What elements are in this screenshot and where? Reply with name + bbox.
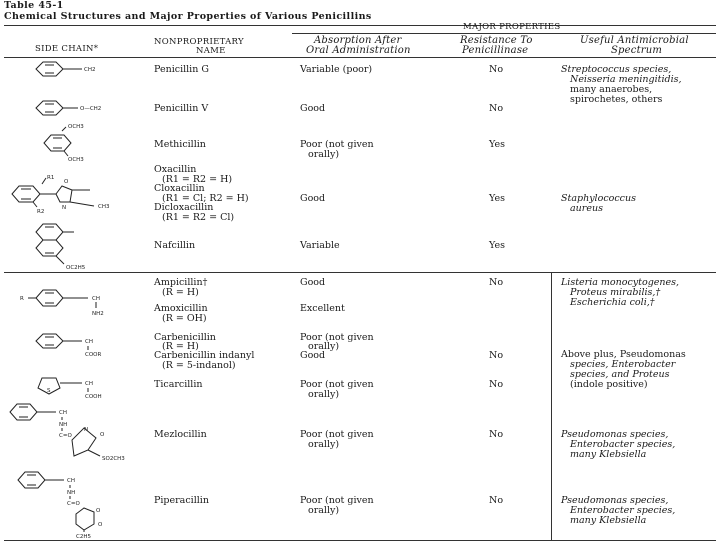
resistance-penicillin-g: No [489, 64, 504, 75]
name-amoxicillin: Amoxicillin [154, 303, 208, 314]
resistance-mezlocillin: No [489, 429, 504, 440]
penicillin-g-ch2-label: CH2 [84, 67, 96, 73]
piperacillin-c2h5-label: C2H5 [76, 534, 91, 540]
major-properties-header: MAJOR PROPERTIES [463, 22, 561, 32]
name-carbenicillin: Carbenicillin [154, 332, 216, 343]
name-ampicillin-r: (R = H) [162, 287, 199, 298]
piperacillin-structure [14, 468, 134, 540]
table-title: Chemical Structures and Major Properties of Various Penicillins [4, 11, 372, 22]
name-header-line1: NONPROPRIETARY [154, 37, 244, 47]
isoxazolyl-structure [6, 172, 146, 218]
resistance-header-line2: Penicillinase [462, 45, 529, 56]
spectrum-g1-line3: many anaerobes, [570, 84, 653, 95]
penicillin-g-structure [30, 58, 110, 84]
isoxazolyl-r1-label: R1 [47, 175, 55, 181]
resistance-header-line1: Resistance To [460, 35, 533, 46]
isoxazolyl-r2-label: R2 [37, 209, 45, 215]
spectrum-g4-line3: species, and Proteus [570, 369, 670, 380]
name-ticarcillin: Ticarcillin [154, 379, 203, 390]
nafcillin-structure [30, 218, 140, 272]
name-ampicillin: Ampicillin† [154, 277, 208, 288]
spectrum-g6-line1: Pseudomonas species, [561, 495, 669, 506]
resistance-penicillin-v: No [489, 103, 504, 114]
spectrum-g3-line1: Listeria monocytogenes, [561, 277, 680, 288]
name-dicloxacillin-r: (R1 = R2 = Cl) [162, 212, 235, 223]
ticarcillin-structure [30, 372, 140, 400]
spectrum-g1-line1: Streptococcus species, [561, 64, 672, 75]
spectrum-g2-line2: aureus [570, 203, 603, 214]
piperacillin-co-label: C=O [67, 501, 80, 507]
resistance-methicillin: Yes [489, 139, 505, 150]
spectrum-g4-line4: (indole positive) [570, 379, 648, 390]
absorption-methicillin-line1: Poor (not given [300, 139, 374, 150]
ampicillin-structure [16, 284, 126, 318]
top-rule [4, 25, 716, 26]
ticarcillin-s-label: S [47, 388, 51, 394]
spectrum-g6-line2: Enterobacter species, [570, 505, 676, 516]
penicillin-v-structure [30, 97, 130, 123]
mezlocillin-ring-n-label: N [84, 427, 89, 433]
absorption-mezlocillin-line2: orally) [308, 439, 340, 450]
isoxazolyl-n-label: N [62, 205, 67, 211]
ticarcillin-ch-label: CH [85, 381, 93, 387]
spectrum-g1-line2: Neisseria meningitidis, [570, 74, 682, 85]
name-oxacillin: Oxacillin [154, 164, 197, 175]
name-mezlocillin: Mezlocillin [154, 429, 207, 440]
resistance-ampicillin: No [489, 277, 504, 288]
piperacillin-ch-label: CH [67, 478, 75, 484]
carbenicillin-coor-label: COOR [85, 352, 102, 358]
spectrum-header-line1: Useful Antimicrobial [580, 35, 689, 46]
name-carbenicillin-indanyl-r: (R = 5-indanol) [162, 360, 236, 371]
ampicillin-ch-label: CH [92, 296, 100, 302]
methicillin-structure [40, 122, 110, 164]
name-nafcillin: Nafcillin [154, 240, 196, 251]
piperacillin-nh-label: NH [67, 490, 76, 496]
absorption-mezlocillin-line1: Poor (not given [300, 429, 374, 440]
absorption-carbenicillin-line2: orally) [308, 341, 340, 352]
piperacillin-o-top-label: O [96, 508, 101, 514]
name-oxacillin-r: (R1 = R2 = H) [162, 174, 233, 185]
spectrum-g5-line2: Enterobacter species, [570, 439, 676, 450]
isoxazolyl-ch3-label: CH3 [98, 204, 110, 210]
mezlocillin-so2ch3-label: SO2CH3 [102, 456, 125, 462]
absorption-carbenicillin-line1: Poor (not given [300, 332, 374, 343]
spectrum-g4-line1: Above plus, Pseudomonas [561, 349, 686, 360]
major-properties-rule [292, 33, 716, 34]
name-cloxacillin: Cloxacillin [154, 183, 205, 194]
spectrum-divider [551, 272, 552, 540]
spectrum-header-line2: Spectrum [611, 45, 663, 56]
isoxazolyl-o-label: O [64, 179, 69, 185]
piperacillin-o-side-label: O [98, 522, 103, 528]
methicillin-och3-top-label: OCH3 [68, 124, 84, 130]
name-header-line2: NAME [196, 46, 226, 56]
side-chain-header: SIDE CHAIN* [35, 44, 99, 54]
absorption-penicillin-v: Good [300, 103, 326, 114]
nafcillin-oc2h5-label: OC2H5 [66, 265, 86, 271]
absorption-piperacillin-line1: Poor (not given [300, 495, 374, 506]
carbenicillin-structure [30, 330, 140, 358]
carbenicillin-ch-label: CH [85, 339, 93, 345]
name-penicillin-v: Penicillin V [154, 103, 209, 114]
name-dicloxacillin: Dicloxacillin [154, 202, 214, 213]
name-carbenicillin-indanyl: Carbenicillin indanyl [154, 350, 255, 361]
spectrum-g1-line4: spirochetes, others [570, 94, 663, 105]
spectrum-g4-line2: species, Enterobacter [570, 359, 676, 370]
name-carbenicillin-r: (R = H) [162, 341, 199, 352]
resistance-piperacillin: No [489, 495, 504, 506]
absorption-ticarcillin-line2: orally) [308, 389, 340, 400]
resistance-ticarcillin: No [489, 379, 504, 390]
absorption-header-line1: Absorption After [314, 35, 402, 46]
spectrum-g3-line3: Escherichia coli,† [570, 297, 655, 308]
mezlocillin-nh-label: NH [59, 422, 68, 428]
absorption-ampicillin: Good [300, 277, 326, 288]
name-piperacillin: Piperacillin [154, 495, 209, 506]
spectrum-g5-line3: many Klebsiella [570, 449, 647, 460]
resistance-isoxazolyl: Yes [489, 193, 505, 204]
ampicillin-nh2-label: NH2 [92, 311, 104, 317]
ticarcillin-cooh-label: COOH [85, 394, 102, 400]
absorption-penicillin-g: Variable (poor) [300, 64, 373, 75]
penicillin-v-och2-label: O—CH2 [80, 106, 102, 112]
spectrum-g5-line1: Pseudomonas species, [561, 429, 669, 440]
mezlocillin-structure [6, 400, 146, 464]
absorption-header-line2: Oral Administration [306, 45, 411, 56]
name-amoxicillin-r: (R = OH) [162, 313, 207, 324]
name-penicillin-g: Penicillin G [154, 64, 209, 75]
resistance-carbenicillin: No [489, 350, 504, 361]
absorption-ticarcillin-line1: Poor (not given [300, 379, 374, 390]
absorption-methicillin-line2: orally) [308, 149, 340, 160]
spectrum-g2-line1: Staphylococcus [561, 193, 636, 204]
table-number: Table 45-1 [4, 0, 64, 11]
resistance-nafcillin: Yes [489, 240, 505, 251]
name-methicillin: Methicillin [154, 139, 206, 150]
name-cloxacillin-r: (R1 = Cl; R2 = H) [162, 193, 249, 204]
absorption-carbenicillin-indanyl: Good [300, 350, 326, 361]
absorption-piperacillin-line2: orally) [308, 505, 340, 516]
spectrum-g6-line3: many Klebsiella [570, 515, 647, 526]
mezlocillin-co-label: C=O [59, 433, 72, 439]
ampicillin-r-label: R [20, 296, 24, 302]
spectrum-g3-line2: Proteus mirabilis,† [570, 287, 661, 298]
absorption-isoxazolyl: Good [300, 193, 326, 204]
header-bottom-rule [4, 57, 716, 58]
mid-rule [4, 272, 716, 273]
mezlocillin-o-label: O [100, 432, 105, 438]
absorption-nafcillin: Variable [300, 240, 340, 251]
methicillin-och3-bottom-label: OCH3 [68, 157, 84, 163]
mezlocillin-ch-label: CH [59, 410, 67, 416]
absorption-amoxicillin: Excellent [300, 303, 345, 314]
